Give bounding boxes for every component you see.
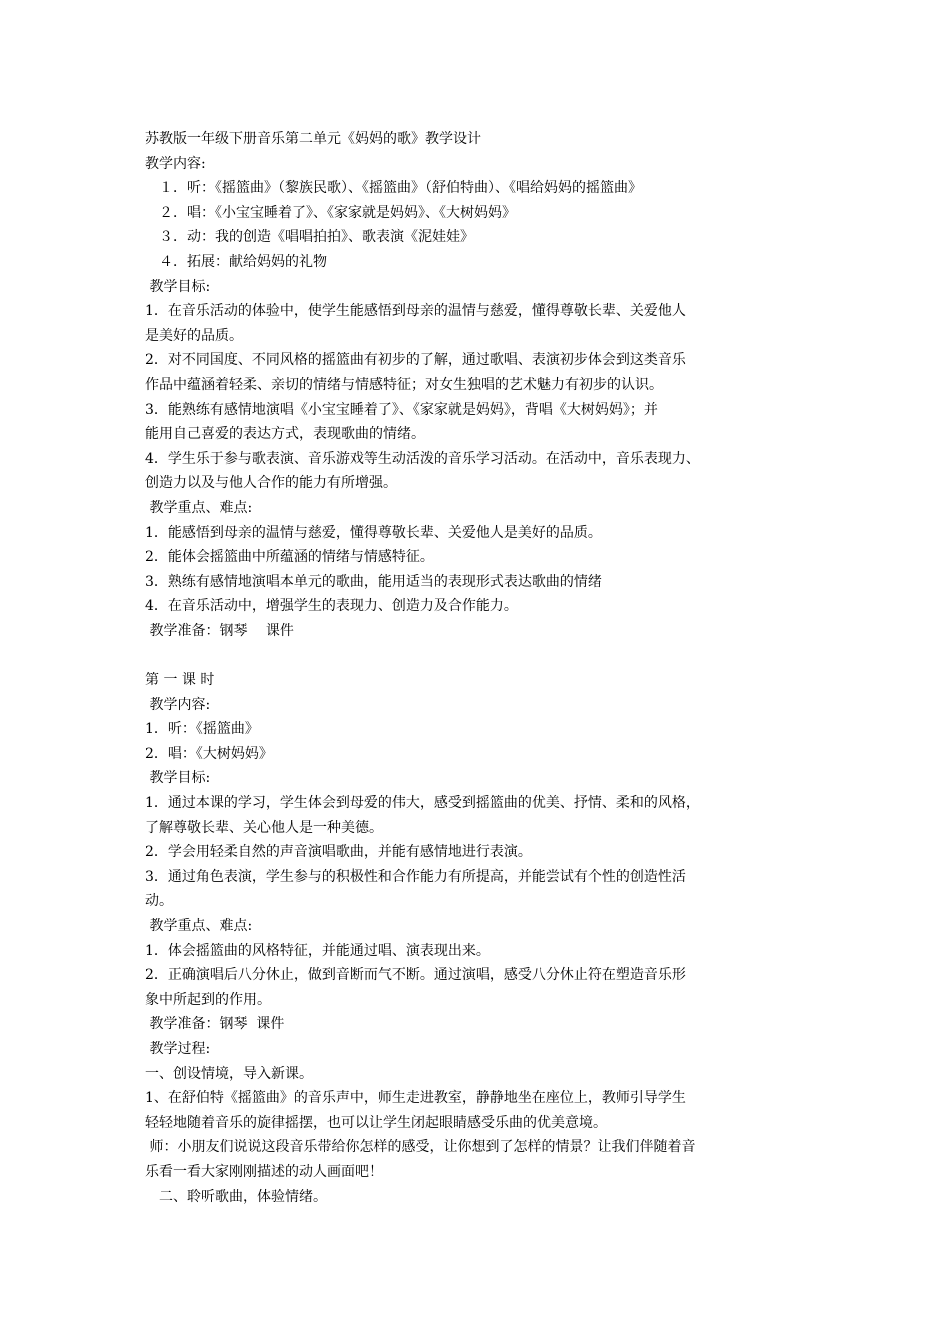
- text-line: 4．学生乐于参与歌表演、音乐游戏等生动活泼的音乐学习活动。在活动中，音乐表现力、: [145, 450, 700, 467]
- text-line: 教学内容:: [145, 155, 206, 172]
- text-line: 教学目标:: [145, 278, 211, 295]
- text-line: 1．在音乐活动的体验中，使学生能感悟到母亲的温情与慈爱，懂得尊敬长辈、关爱他人: [145, 303, 686, 320]
- text-line: 轻轻地随着音乐的旋律摇摆，也可以让学生闭起眼睛感受乐曲的优美意境。: [145, 1114, 607, 1131]
- text-line: 3．通过角色表演，学生参与的积极性和合作能力有所提高，并能尝试有个性的创造性活: [145, 868, 686, 885]
- text-line: 二、聆听歌曲，体验情绪。: [145, 1188, 327, 1205]
- text-line: ３．动：我的创造《唱唱拍拍》、歌表演《泥娃娃》: [145, 229, 474, 246]
- text-line: ４．拓展：献给妈妈的礼物: [145, 253, 327, 270]
- blank-line: [145, 643, 825, 668]
- text-line: 是美好的品质。: [145, 327, 243, 344]
- text-line: 1．听：《摇篮曲》: [145, 721, 259, 738]
- text-line: 第 一 课 时: [145, 672, 215, 689]
- text-line: 4．在音乐活动中，增强学生的表现力、创造力及合作能力。: [145, 598, 518, 615]
- text-line: 3．能熟练有感情地演唱《小宝宝睡着了》、《家家就是妈妈》，背唱《大树妈妈》；并: [145, 401, 658, 418]
- text-line: 教学重点、难点:: [145, 918, 253, 934]
- text-line: 了解尊敬长辈、关心他人是一种美德。: [145, 819, 383, 836]
- text-line: 一、创设情境，导入新课。: [145, 1065, 313, 1082]
- text-line: 能用自己喜爱的表达方式，表现歌曲的情绪。: [145, 426, 425, 443]
- text-line: 作品中蕴涵着轻柔、亲切的情绪与情感特征；对女生独唱的艺术魅力有初步的认识。: [145, 376, 663, 393]
- text-line: １．听：《摇篮曲》（黎族民歌）、《摇篮曲》（舒伯特曲）、《唱给妈妈的摇篮曲》: [145, 180, 642, 197]
- text-line: 2．能体会摇篮曲中所蕴涵的情绪与情感特征。: [145, 549, 434, 566]
- text-line: 2．学会用轻柔自然的声音演唱歌曲，并能有感情地进行表演。: [145, 844, 532, 861]
- text-line: 教学过程:: [145, 1040, 211, 1057]
- text-line: 1．通过本课的学习，学生体会到母爱的伟大，感受到摇篮曲的优美、抒情、柔和的风格，: [145, 795, 700, 812]
- text-line: 动。: [145, 893, 173, 910]
- text-line: 教学重点、难点:: [145, 499, 253, 516]
- text-line: 1、在舒伯特《摇篮曲》的音乐声中，师生走进教室，静静地坐在座位上，教师引导学生: [145, 1090, 686, 1107]
- document-body: [145, 127, 825, 1209]
- text-line: 教学准备：钢琴 课件: [145, 1016, 285, 1033]
- text-line: 乐看一看大家刚刚描述的动人画面吧！: [145, 1163, 383, 1180]
- text-line: 教学目标:: [145, 770, 211, 787]
- text-line: 象中所起到的作用。: [145, 991, 271, 1008]
- text-line: 教学准备：钢琴 课件: [145, 622, 294, 639]
- text-line: 创造力以及与他人合作的能力有所增强。: [145, 475, 397, 492]
- text-line: 师：小朋友们说说这段音乐带给你怎样的感受，让你想到了怎样的情景？让我们伴随着音: [145, 1139, 696, 1156]
- text-line: 苏教版一年级下册音乐第二单元《妈妈的歌》教学设计: [145, 131, 481, 147]
- text-line: 1．体会摇篮曲的风格特征，并能通过唱、演表现出来。: [145, 942, 490, 959]
- text-line: 3．熟练有感情地演唱本单元的歌曲，能用适当的表现形式表达歌曲的情绪: [145, 573, 602, 590]
- text-line: 2．唱：《大树妈妈》: [145, 745, 273, 762]
- text-line: 教学内容:: [145, 696, 211, 713]
- text-line: 2．对不同国度、不同风格的摇篮曲有初步的了解，通过歌唱、表演初步体会到这类音乐: [145, 352, 686, 369]
- text-line: 2．正确演唱后八分休止，做到音断而气不断。通过演唱，感受八分休止符在塑造音乐形: [145, 967, 686, 984]
- text-line: 1．能感悟到母亲的温情与慈爱，懂得尊敬长辈、关爱他人是美好的品质。: [145, 524, 602, 541]
- text-line: ２．唱：《小宝宝睡着了》、《家家就是妈妈》、《大树妈妈》: [145, 204, 516, 221]
